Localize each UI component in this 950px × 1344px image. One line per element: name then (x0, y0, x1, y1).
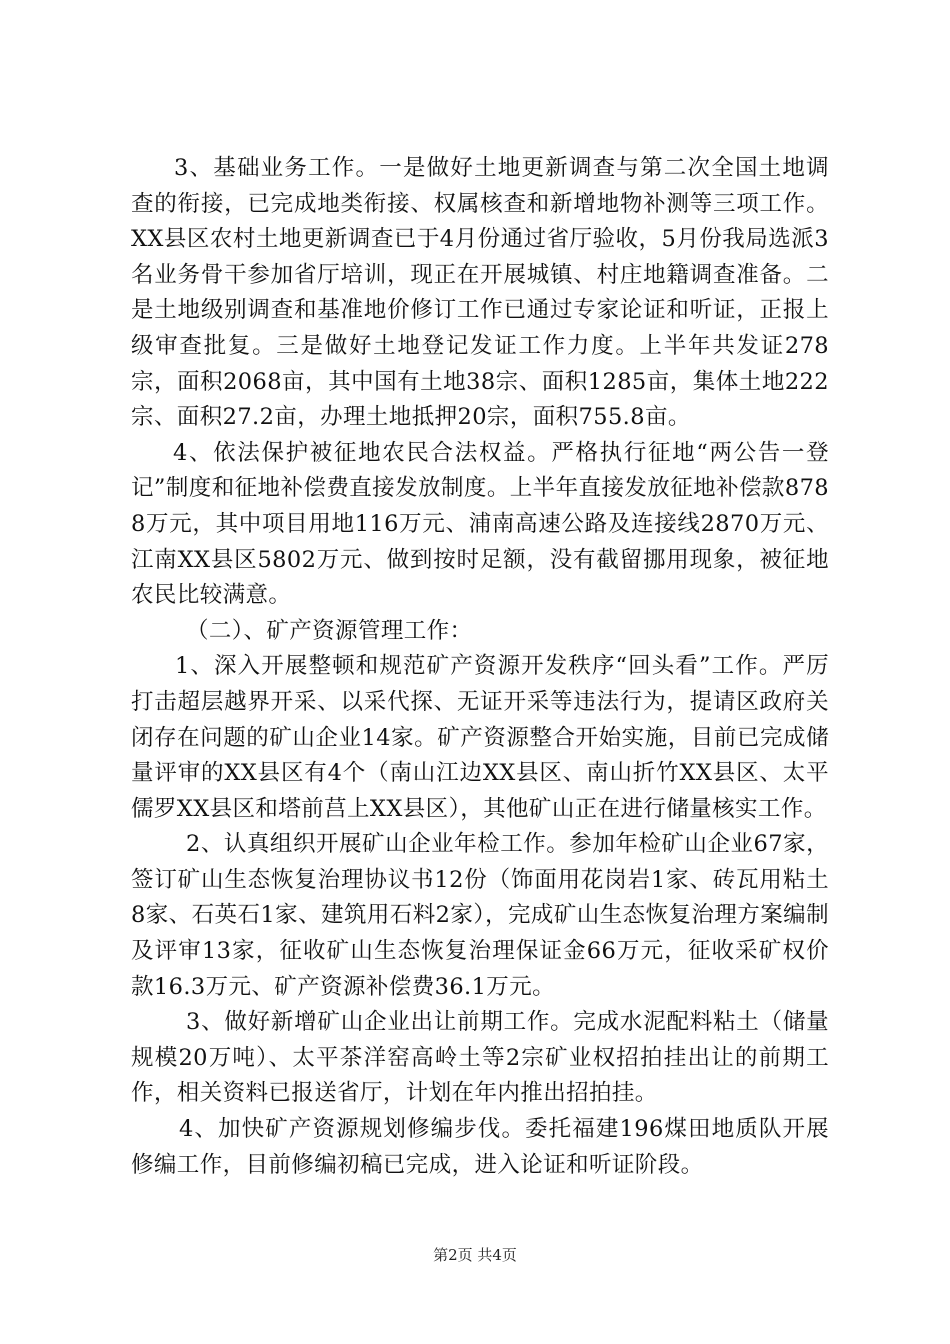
paragraph-new-mine-transfer: 3、做好新增矿山企业出让前期工作。完成水泥配料粘土（储量规模20万吨）、太平茶洋窑高岭土等2宗矿业权招拍挂出让的前期工作，相关资料已报送省厅，计划在年内推出招拍挂。 (131, 1009, 829, 1107)
paragraph-basic-work: 3、基础业务工作。一是做好土地更新调查与第二次全国土地调查的衔接，已完成地类衔接、权属核查和新增地物补测等三项工作。XX县区农村土地更新调查已于4月份通过省厅验收，5月份我局选派3名业务骨干参加省厅培训，现正在开展城镇、村庄地籍调查准备。二是土地级别调查和基准地价修订工作已通过专家论证和听证，正报上级审查批复。三是做好土地登记发证工作力度。上半年共发证278宗，面积2068亩，其中国有土地38宗、面积1285亩，集体土地222宗、面积27.2亩，办理土地抵押20宗，面积755.8亩。 (131, 155, 829, 431)
paragraph-farmer-rights: 4、依法保护被征地农民合法权益。严格执行征地“两公告一登记”制度和征地补偿费直接发放制度。上半年直接发放征地补偿款8788万元，其中项目用地116万元、浦南高速公路及连接线2870万元、江南XX县区5802万元、做到按时足额，没有截留挪用现象，被征地农民比较满意。 (131, 439, 829, 609)
paragraph-mine-annual-inspection: 2、认真组织开展矿山企业年检工作。参加年检矿山企业67家，签订矿山生态恢复治理协议书12份（饰面用花岗岩1家、砖瓦用粘土8家、石英石1家、建筑用石料2家），完成矿山生态恢复治理方案编制及评审13家，征收矿山生态恢复治理保证金66万元，征收采矿权价款16.3万元、矿产资源补偿费36.1万元。 (131, 831, 829, 1000)
document-body (131, 151, 829, 1183)
paragraph-mineral-planning: 4、加快矿产资源规划修编步伐。委托福建196煤田地质队开展修编工作，目前修编初稿已完成，进入论证和听证阶段。 (131, 1116, 829, 1178)
page-number-footer: 第2页 共4页 (433, 1246, 517, 1264)
section-heading-mineral-management: （二）、矿产资源管理工作： (186, 617, 473, 644)
paragraph-mineral-rectification: 1、深入开展整顿和规范矿产资源开发秩序“回头看”工作。严厉打击超层越界开采、以采代探、无证开采等违法行为，提请区政府关闭存在问题的矿山企业14家。矿产资源整合开始实施，目前已完成储量评审的XX县区有4个（南山江边XX县区、南山折竹XX县区、太平儒罗XX县区和塔前莒上XX县区），其他矿山正在进行储量核实工作。 (131, 653, 829, 822)
